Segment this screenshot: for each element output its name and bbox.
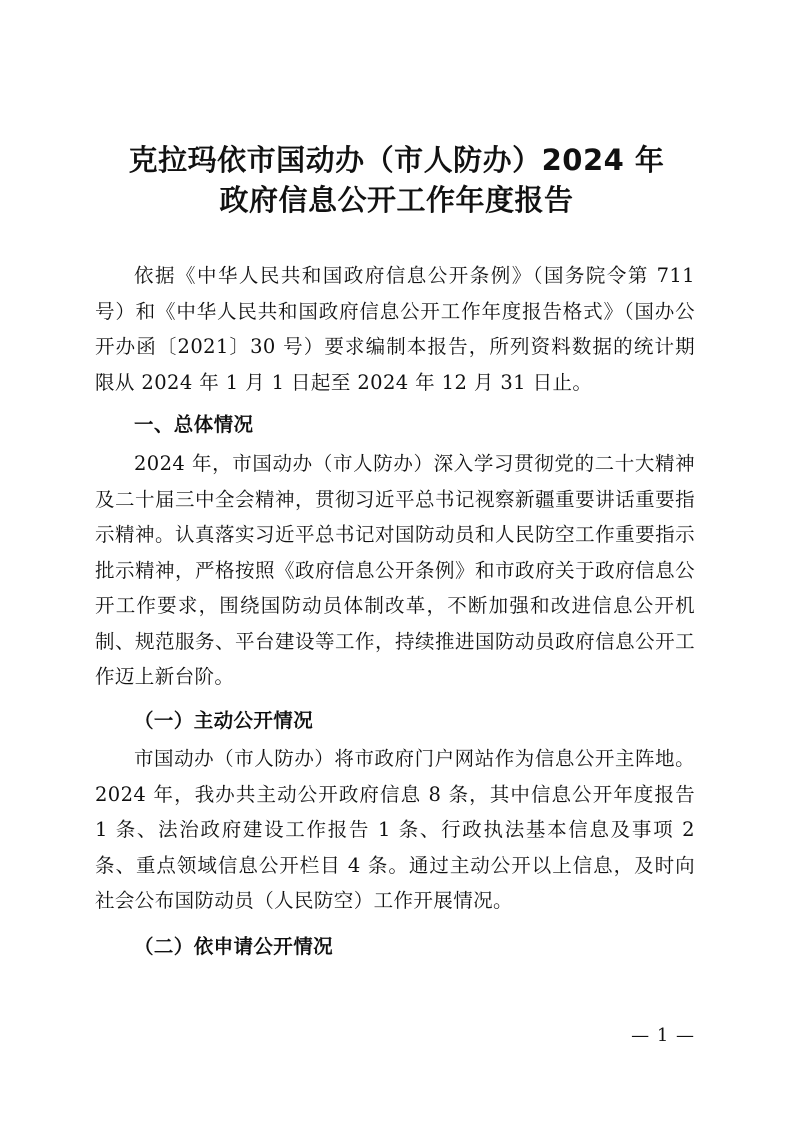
overview-paragraph: 2024 年，市国动办（市人防办）深入学习贯彻党的二十大精神及二十届三中全会精神，贯彻习近平总书记视察新疆重要讲话重要指示精神。认真落实习近平总书记对国防动员和人民防空工作重要指示批示精神，严格按照《政府信息公开条例》和市政府关于政府信息公开工作要求，围绕国防动员体制改革，不断加强和改进信息公开机制、规范服务、平台建设等工作，持续推进国防动员政府信息公开工作迈上新台阶。 bbox=[95, 452, 695, 688]
intro-paragraph: 依据《中华人民共和国政府信息公开条例》（国务院令第 711 号）和《中华人民共和国政府信息公开工作年度报告格式》（国办公开办函〔2021〕30 号）要求编制本报告，所列资料数据的统计期限从 2024 年 1 月 1 日起至 2024 年 12 月 31 日止。 bbox=[95, 264, 695, 394]
subsection-heading-proactive-disclosure: （一）主动公开情况 bbox=[134, 709, 314, 732]
proactive-disclosure-paragraph: 市国动办（市人防办）将市政府门户网站作为信息公开主阵地。2024 年，我办共主动公开政府信息 8 条，其中信息公开年度报告 1 条、法治政府建设工作报告 1 条、行政执法基本信息及事项 2 条、重点领域信息公开栏目 4 条。通过主动公开以上信息，及时向社会公布国防动员（人民防空）工作开展情况。 bbox=[95, 747, 695, 912]
page-number: — 1 — bbox=[631, 1025, 695, 1046]
subsection-heading-request-disclosure: （二）依申请公开情况 bbox=[134, 935, 334, 958]
section-heading-overview: 一、总体情况 bbox=[134, 413, 254, 436]
report-title-line-1: 克拉玛依市国动办（市人防办）2024 年 bbox=[128, 143, 665, 177]
report-title-line-2: 政府信息公开工作年度报告 bbox=[219, 183, 574, 217]
